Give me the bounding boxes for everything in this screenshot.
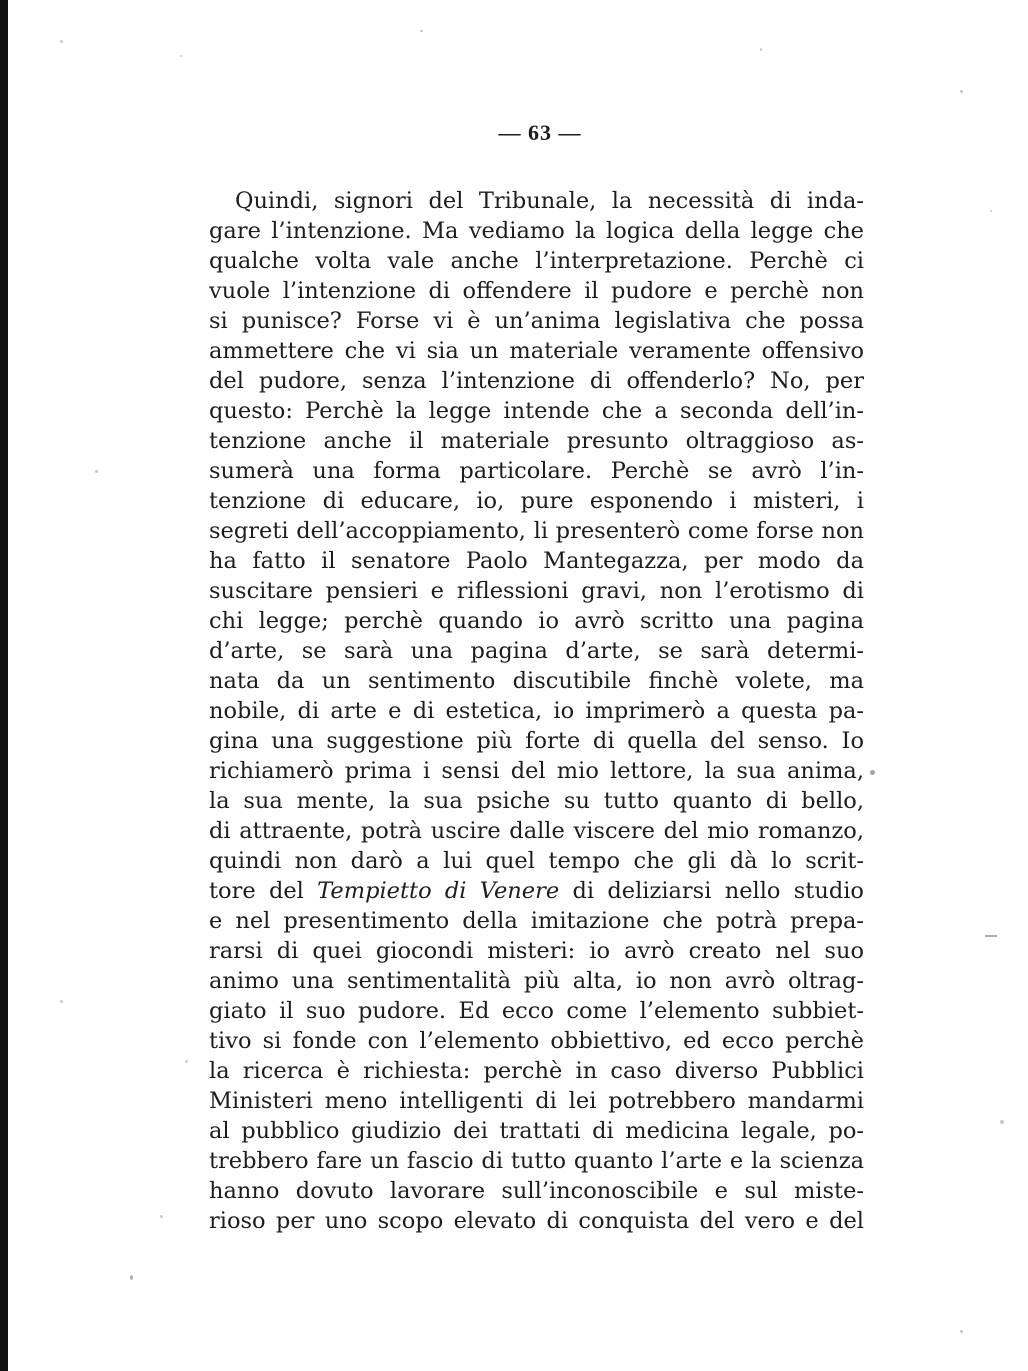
scan-speckle [60,40,63,43]
text-line: rioso per uno scopo elevato di conquista del vero e del [209,1208,864,1234]
scan-speckle [60,1000,63,1003]
text-line: qualche volta vale anche l’interpretazione. Perchè ci [209,248,864,274]
text-line: e nel presentimento della imitazione che potrà prepa- [209,908,864,934]
text-line: hanno dovuto lavorare sull’inconoscibile e sul miste- [209,1178,864,1204]
text-line: gare l’intenzione. Ma vediamo la logica della legge che [209,218,864,244]
text-line: vuole l’intenzione di offendere il pudore e perchè non [209,278,864,304]
scan-speckle [960,1330,963,1333]
scan-speckle [1000,1120,1004,1124]
text-line: quindi non darò a lui quel tempo che gli dà lo scrit- [209,848,864,874]
scan-speckle [960,90,963,93]
scan-speckle [990,210,992,212]
text-line: tenzione anche il materiale presunto oltraggioso as- [209,428,864,454]
text-line: ha fatto il senatore Paolo Mantegazza, per modo da [209,548,864,574]
text-line: trebbero fare un fascio di tutto quanto l’arte e la scienza [209,1148,864,1174]
text-line: segreti dell’accoppiamento, li presenterò come forse non [209,518,864,544]
text-line: nobile, di arte e di estetica, io imprimerò a questa pa- [209,698,864,724]
page-number: — 63 — [498,120,582,145]
text-line: di attraente, potrà uscire dalle viscere del mio romanzo, [209,818,864,844]
scan-speckle [870,770,875,775]
scan-speckle [185,1060,188,1063]
text-line: Ministeri meno intelligenti di lei potrebbero mandarmi [209,1088,864,1114]
scan-speckle [160,1215,163,1218]
text-line: Quindi, signori del Tribunale, la necessità di inda- [235,188,864,214]
text-line: ammettere che vi sia un materiale veramente offensivo [209,338,864,364]
scan-speckle [985,935,997,937]
scan-speckle [130,1275,133,1280]
text-segment: di deliziarsi nello studio [559,878,864,904]
text-line: suscitare pensieri e riflessioni gravi, non l’erotismo di [209,578,864,604]
text-line: sumerà una forma particolare. Perchè se avrò l’in- [209,458,864,484]
text-line: rarsi di quei giocondi misteri: io avrò creato nel suo [209,938,864,964]
text-line: tivo si fonde con l’elemento obbiettivo, ed ecco perchè [209,1028,864,1054]
text-line: la sua mente, la sua psiche su tutto quanto di bello, [209,788,864,814]
scan-speckle [760,48,762,51]
scan-speckle [180,55,182,57]
text-line: richiamerò prima i sensi del mio lettore, la sua anima, [209,758,864,784]
text-line: al pubblico giudizio dei trattati di medicina legale, po- [209,1118,864,1144]
text-line: gina una suggestione più forte di quella del senso. Io [209,728,864,754]
text-line: si punisce? Forse vi è un’anima legislativa che possa [209,308,864,334]
book-title-italic: Tempietto di Venere [317,878,560,904]
text-line: questo: Perchè la legge intende che a seconda dell’in- [209,398,864,424]
scan-speckle [95,470,98,473]
scan-speckle [420,30,423,32]
text-line: nata da un sentimento discutibile finchè volete, ma [209,668,864,694]
text-line: tenzione di educare, io, pure esponendo i misteri, i [209,488,864,514]
binding-edge [0,0,8,1371]
text-line: animo una sentimentalità più alta, io non avrò oltrag- [209,968,864,994]
text-segment: tore del [209,878,318,904]
text-line: giato il suo pudore. Ed ecco come l’elemento subbiet- [209,998,864,1024]
text-line: la ricerca è richiesta: perchè in caso diverso Pubblici [209,1058,864,1084]
text-line-with-italic-title [209,876,864,906]
body-text [209,186,864,1236]
text-line: d’arte, se sarà una pagina d’arte, se sarà determi- [209,638,864,664]
text-line: del pudore, senza l’intenzione di offenderlo? No, per [209,368,864,394]
text-line: chi legge; perchè quando io avrò scritto una pagina [209,608,864,634]
